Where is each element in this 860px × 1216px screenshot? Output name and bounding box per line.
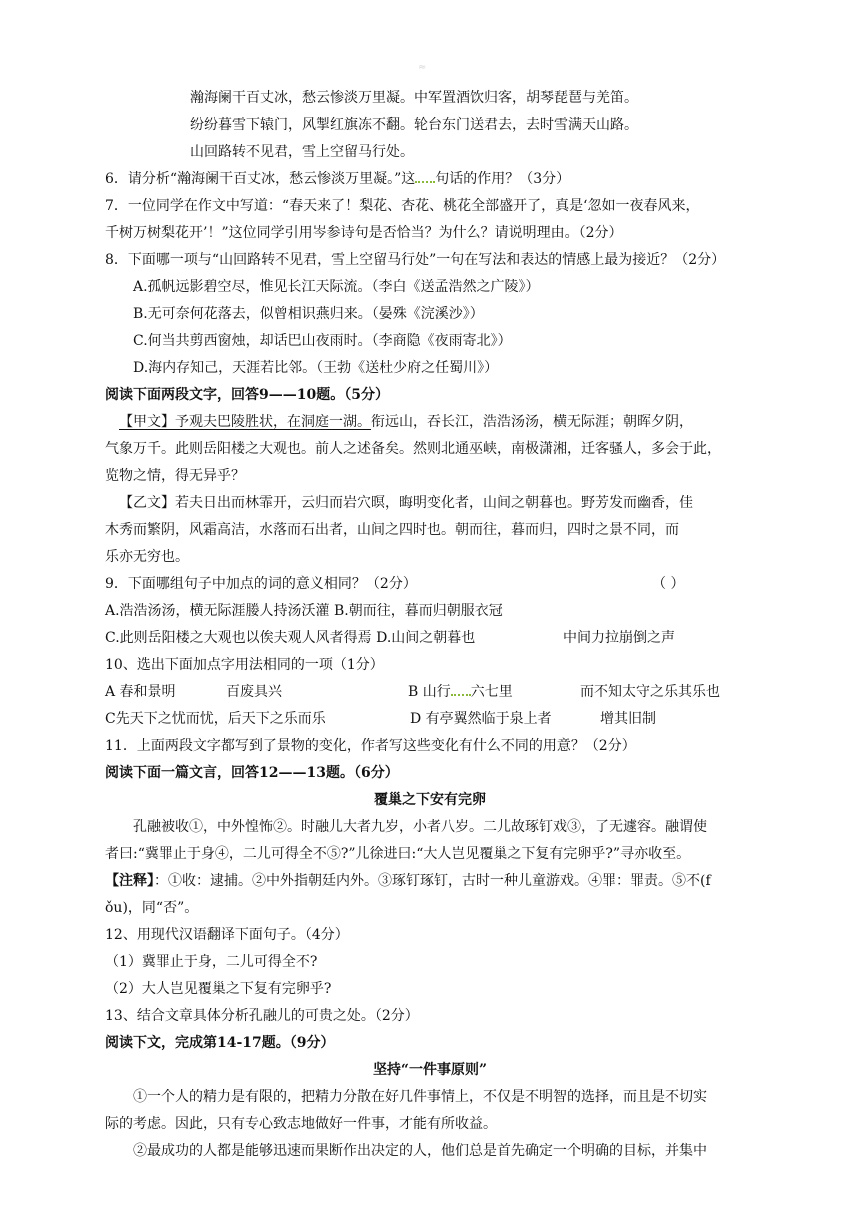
poem-line: 纷纷暮雪下辕门，风掣红旗冻不翻。轮台东门送君去，去时雪满天山路。 xyxy=(190,117,638,133)
yiwen-line: 【乙文】若夫日出而林霏开，云归而岩穴暝，晦明变化者，山间之朝暮也。野芳发而幽香，佳 xyxy=(119,495,693,511)
section-heading: 阅读下文，完成第14-17题。（9分） xyxy=(105,1035,335,1051)
scan-mark: ≈ xyxy=(418,62,427,73)
question-13: 13、结合文章具体分析孔融儿的可贵之处。（2分） xyxy=(105,1008,419,1024)
question-10-option: C先天下之忧而忧，后天下之乐而乐 xyxy=(105,711,326,727)
wavy-underline-mark xyxy=(415,180,435,183)
notes-line: ǒu)，同“否”。 xyxy=(105,900,199,916)
yiwen-line: 乐亦无穷也。 xyxy=(105,549,189,565)
wavy-underline-mark xyxy=(451,693,471,696)
question-10-option: 增其旧制 xyxy=(600,711,656,727)
answer-bracket: （ ） xyxy=(652,576,685,592)
question-8-option: B.无可奈何花落去，似曾相识燕归来。（晏殊《浣溪沙》） xyxy=(133,306,484,322)
question-7-line: 千树万树梨花开’！”这位同学引用岑参诗句是否恰当？为什么？请说明理由。（2分） xyxy=(105,225,623,241)
question-12-sentence: （1）冀罪止于身，二儿可得全不? xyxy=(105,954,318,970)
jiawen-line: 气象万千。此则岳阳楼之大观也。前人之述备矣。然则北通巫峡，南极潇湘，迁客骚人，多会于此， xyxy=(105,441,721,457)
passage-line: 孔融被收①，中外惶怖②。时融儿大者九岁，小者八岁。二儿故琢钉戏③，了无遽容。融谓使 xyxy=(133,819,707,835)
article-line: 际的考虑。因此，只有专心致志地做好一件事，才能有所收益。 xyxy=(105,1116,497,1132)
section-heading: 阅读下面两段文字，回答9——10题。（5分） xyxy=(105,387,389,403)
article-line: ②最成功的人都是能够迅速而果断作出决定的人，他们总是首先确定一个明确的目标，并集中 xyxy=(133,1143,707,1159)
question-10-option: A 春和景明 xyxy=(105,684,176,700)
question-7-line: 7．一位同学在作文中写道：“春天来了！梨花、杏花、桃花全部盛开了，真是‘忽如一夜春风来， xyxy=(105,198,700,214)
jiawen-line: 览物之情，得无异乎？ xyxy=(105,468,245,484)
question-6: 6．请分析“瀚海阑干百丈冰，愁云惨淡万里凝。”这 句话的作用？（3分） xyxy=(105,171,571,187)
question-9-line: 中间力拉崩倒之声 xyxy=(563,630,675,646)
jiawen-line: 【甲文】予观夫巴陵胜状，在洞庭一湖。衔远山，吞长江，浩浩汤汤，横无际涯；朝晖夕阴， xyxy=(119,414,693,430)
poem-line: 山回路转不见君，雪上空留马行处。 xyxy=(190,144,414,160)
yiwen-line: 木秀而繁阴，风霜高洁，水落而石出者，山间之四时也。朝而往，暮而归，四时之景不同，而 xyxy=(105,522,679,538)
question-10-option: B 山行 六七里 xyxy=(408,684,513,700)
poem-line: 瀚海阑干百丈冰，愁云惨淡万里凝。中军置酒饮归客，胡琴琵琶与羌笛。 xyxy=(190,90,638,106)
question-10-stem: 10、选出下面加点字用法相同的一项（1分） xyxy=(105,657,384,673)
article-title: 坚持“一件事原则” xyxy=(372,1062,488,1078)
question-10-option: 百废具兴 xyxy=(226,684,282,700)
question-9-line: C.此则岳阳楼之大观也以俟夫观人风者得焉 D.山间之朝暮也 xyxy=(105,630,476,646)
article-line: ①一个人的精力是有限的，把精力分散在好几件事情上，不仅是不明智的选择，而且是不切实 xyxy=(133,1089,707,1105)
question-8-option: D.海内存知己，天涯若比邻。（王勃《送杜少府之任蜀川》） xyxy=(133,360,499,376)
notes-line: 【注释】：①收：逮捕。②中外指朝廷内外。③琢钉琢钉，古时一种儿童游戏。④罪：罪责。⑤不(f xyxy=(105,873,711,889)
question-9-line: A.浩浩汤汤，横无际涯媵人持汤沃灌 B.朝而往，暮而归朝服衣冠 xyxy=(105,603,503,619)
section-heading: 阅读下面一篇文言，回答12——13题。（6分） xyxy=(105,765,399,781)
passage-line: 者曰:“冀罪止于身④，二儿可得全不⑤?”儿徐进曰:“大人岂见覆巢之下复有完卵乎?”寻亦收至。 xyxy=(105,846,691,862)
question-12-sentence: （2）大人岂见覆巢之下复有完卵乎? xyxy=(105,981,332,997)
question-10-option: 而不知太守之乐其乐也 xyxy=(580,684,720,700)
question-12-stem: 12、用现代汉语翻译下面句子。（4分） xyxy=(105,927,349,943)
question-10-option: D 有亭翼然临于泉上者 xyxy=(410,711,552,727)
question-8-option: A.孤帆远影碧空尽，惟见长江天际流。（李白《送孟浩然之广陵》） xyxy=(133,279,540,295)
question-8-stem: 8．下面哪一项与“山回路转不见君，雪上空留马行处”一句在写法和表达的情感上最为接近？（2分） xyxy=(105,252,726,268)
question-8-option: C.何当共剪西窗烛，却话巴山夜雨时。（李商隐《夜雨寄北》） xyxy=(133,333,512,349)
passage-title: 覆巢之下安有完卵 xyxy=(374,792,486,808)
question-9-stem: 9．下面哪组句子中加点的词的意义相同？（2分） xyxy=(105,576,417,592)
question-11: 11．上面两段文字都写到了景物的变化，作者写这些变化有什么不同的用意？（2分） xyxy=(105,738,636,754)
